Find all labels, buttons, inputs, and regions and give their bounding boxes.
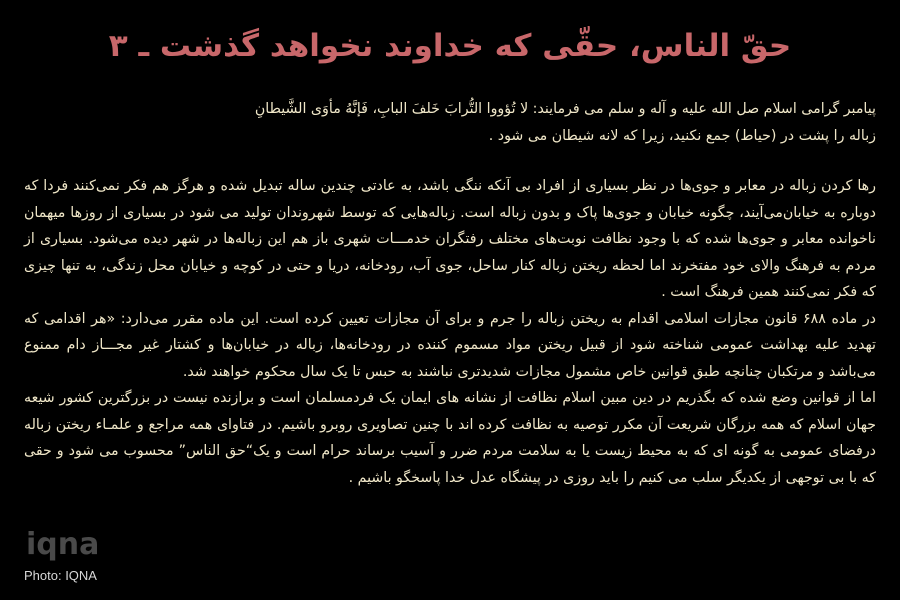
page-title: حقّ الناس، حقّی که خداوند نخواهد گذشت ـ ۳	[108, 28, 792, 64]
iqna-logo	[24, 524, 104, 564]
photo-credit: Photo: IQNA	[24, 568, 97, 583]
paragraph-gap	[24, 149, 876, 173]
logo-wordmark: iqna	[26, 527, 100, 562]
hadith-quote: پیامبر گرامی اسلام صل الله علیه و آله و سلم می فرمایند: لا تُؤووا التُّرابَ خَلفَ البابِ، فَإنَّهُ مأوَی الشَّیطانِ	[254, 101, 876, 117]
body-paragraph-2: در ماده ۶۸۸ قانون مجازات اسلامی اقدام به ریختن زباله را جرم و برای آن مجازات تعیین کرده است. این ماده مقرر می‌دارد: «هر اقدامی که تهدید علیه بهداشت عمومی شناخته شود از قبیل ریختن مواد مسموم کننده در رودخانه‌ها، زباله در خیابان‌ها و کشتار غیر مجـــاز دام ممنوع می‌باشد و مرتکبان چنانچه طبق قوانین خاص مشمول مجازات شدیدتری نباشند به حبس تا یک سال محکوم خواهند شد.	[24, 310, 876, 380]
body-paragraph-3: اما از قوانین وضع شده که بگذریم در دین مبین اسلام نظافت از نشانه های ایمان یک فردمسلمان است و برازنده نیست در بزرگترین کشور شیعه جهان اسلام که همه بزرگان شریعت آن مکرر توصیه به نظافت کرده اند با چنین تصاویری روبرو باشیم. در فتاوای همه مراجع و علمـاء ریختن زباله درفضای عمومی به گونه ای که به محیط زیست یا به سلامت مردم ضرر و آسیب برساند حرام است و یک“حق الناس” محسوب می شود و حقی که با بی توجهی از یکدیگر سلب می کنیم را باید روزی در پیشگاه عدل خدا پاسخگو باشیم .	[24, 390, 876, 486]
hadith-translation: زباله را پشت در (حیاط) جمع نکنید، زیرا که لانه شیطان می شود .	[488, 127, 876, 144]
body-paragraph-1: رها کردن زباله در معابر و جوی‌ها در نظر بسیاری از افراد بی آنکه ننگی باشد، به عادتی چندین ساله تبدیل شده و هرگز هم فکر نمی‌کنند فردا که دوباره به خیابان‌می‌آیند، چگونه خیابان و جوی‌ها پاک و بدون زباله است. زباله‌هایی که توسط شهروندان تولید می شود در بسیاری از روزها میهمان ناخوانده معابر و جوی‌ها شده که با وجود نظافت نوبت‌های مختلف رفتگران خدمـــات شهری باز هم این زباله‌ها در شهر دیده می‌شود. بسیاری از مردم به فرهنگ والای خود مفتخرند اما لحظه ریختن زباله کنار ساحل، جوی آب، رودخانه، دریا و حتی در کوچه و خیابان محل زندگی، به تنها چیزی که فکر نمی‌کنند همین فرهنگ است .	[24, 178, 876, 300]
article-body	[24, 96, 876, 491]
